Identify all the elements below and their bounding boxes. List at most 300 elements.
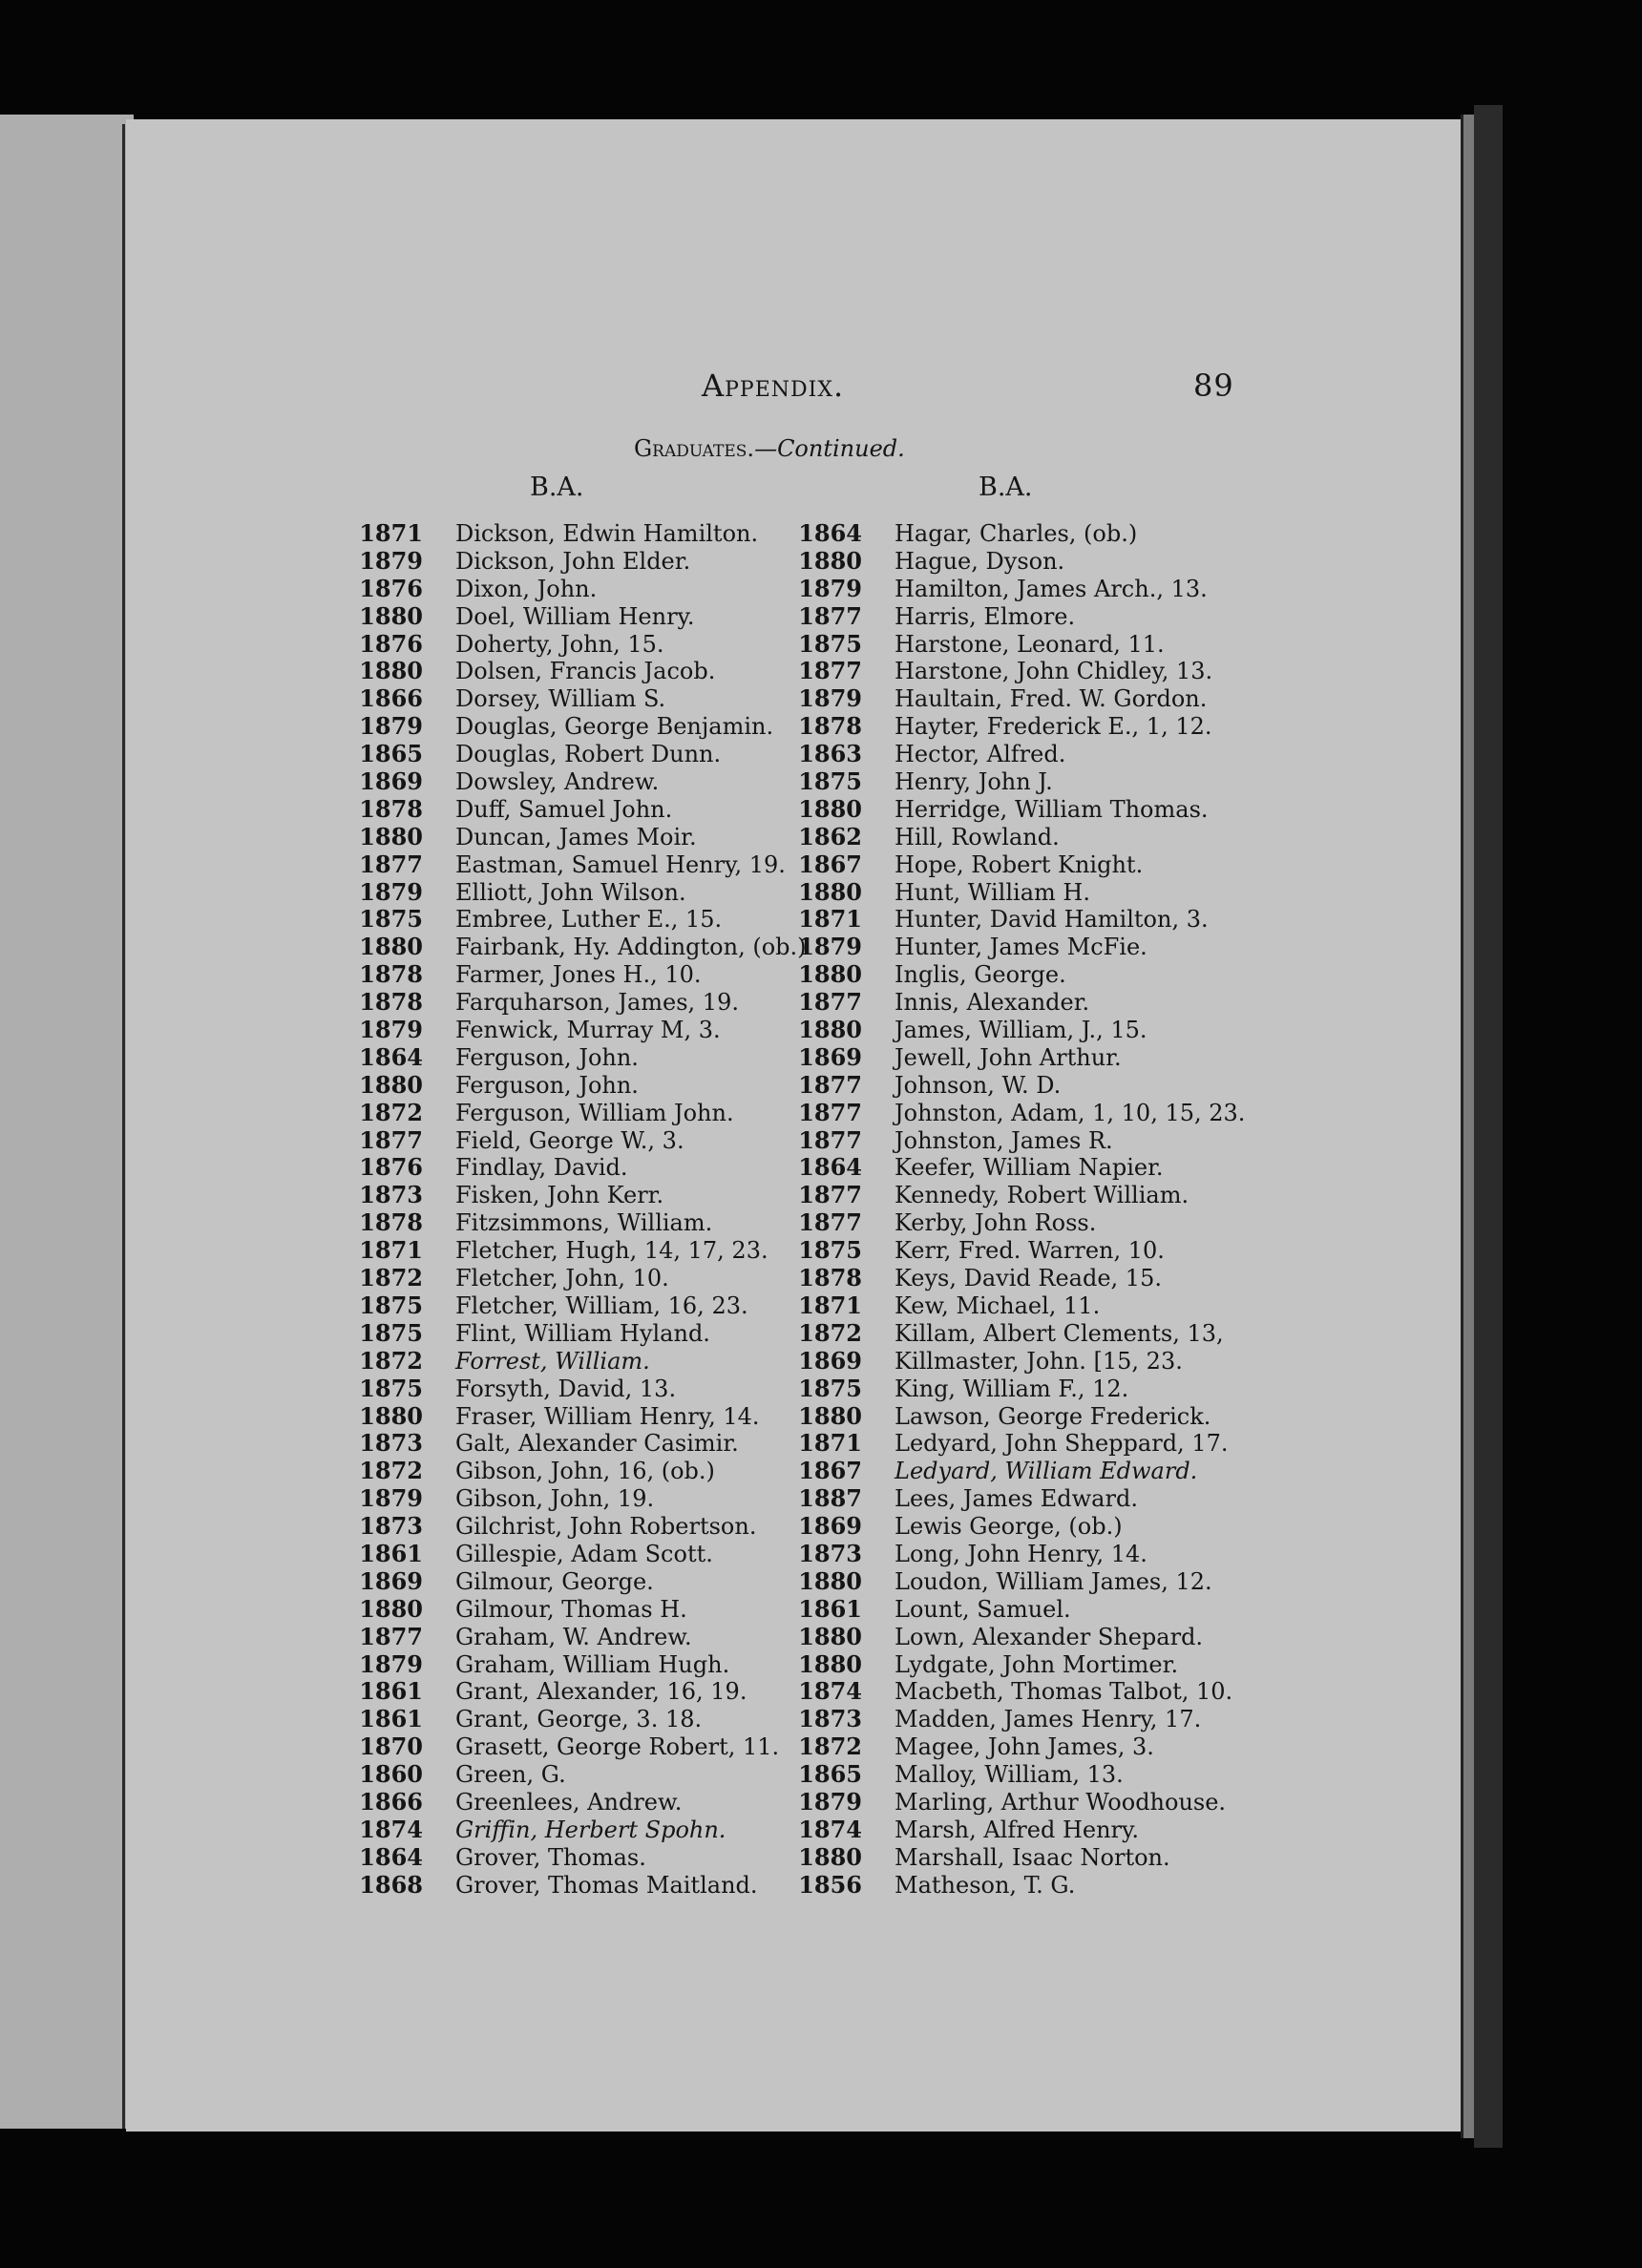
graduate-entry [332,631,807,659]
graduate-name: Fletcher, John, 10. [455,1265,669,1292]
graduation-year: 1875 [359,1318,423,1347]
graduate-entry [771,1513,1245,1541]
graduate-entry [332,658,807,685]
graduate-entry [771,1458,1245,1485]
graduation-year: 1869 [359,767,423,796]
graduation-year: 1872 [359,1264,423,1292]
graduation-year: 1879 [798,933,862,961]
graduate-entry [332,741,807,768]
graduate-entry [771,631,1245,659]
graduation-year: 1876 [359,1153,423,1182]
graduation-year: 1879 [798,1787,862,1816]
right-graduate-list [771,520,1245,1900]
left-column-heading: B.A. [530,472,584,502]
graduate-name: Macbeth, Thomas Talbot, 10. [895,1678,1233,1706]
graduation-year: 1871 [798,905,862,934]
graduate-entry [332,796,807,824]
graduation-year: 1880 [359,822,423,850]
graduate-name: Hagar, Charles, (ob.) [895,520,1138,547]
graduate-name: Loudon, William James, 12. [895,1567,1212,1595]
page-number: 89 [1193,368,1234,404]
graduation-year: 1872 [359,1457,423,1485]
graduate-name: Field, George W., 3. [455,1126,684,1154]
graduate-entry [332,1624,807,1651]
graduation-year: 1877 [798,657,862,685]
graduation-year: 1873 [798,1539,862,1567]
graduate-entry [332,906,807,934]
graduate-entry [771,824,1245,851]
graduate-entry [332,1844,807,1872]
graduate-name: Killam, Albert Clements, 13, [895,1319,1224,1347]
graduate-entry [332,1596,807,1624]
graduation-year: 1869 [798,1042,862,1071]
graduate-entry [771,1292,1245,1320]
graduate-name: Marling, Arthur Woodhouse. [895,1788,1227,1816]
graduate-entry [332,1403,807,1431]
graduation-year: 1869 [798,1512,862,1541]
graduate-entry [771,934,1245,961]
graduation-year: 1880 [359,1401,423,1430]
graduation-year: 1872 [359,1098,423,1126]
graduation-year: 1875 [798,1374,862,1402]
graduate-name: Dickson, Edwin Hamilton. [455,520,759,547]
graduate-name: Duff, Samuel John. [455,795,673,823]
graduation-year: 1879 [359,1484,423,1513]
graduate-entry [332,1761,807,1789]
running-title: Appendix. [702,368,845,404]
graduate-name: Haultain, Fred. W. Gordon. [895,685,1208,713]
graduate-name: Fairbank, Hy. Addington, (ob.) [455,934,807,961]
graduation-year: 1877 [798,1125,862,1154]
graduate-entry [771,1816,1245,1844]
graduate-entry [332,1706,807,1733]
graduation-year: 1875 [798,1236,862,1265]
graduate-entry [332,685,807,713]
graduate-name: Graham, W. Andrew. [455,1623,692,1650]
graduation-year: 1887 [798,1484,862,1513]
graduate-entry [332,1733,807,1761]
graduation-year: 1868 [359,1870,423,1899]
graduate-entry [771,1017,1245,1044]
graduation-year: 1880 [798,1401,862,1430]
graduate-name: Marsh, Alfred Henry. [895,1816,1140,1843]
graduate-name: Gibson, John, 16, (ob.) [455,1458,715,1485]
graduate-entry [332,1348,807,1376]
graduate-entry [332,1513,807,1541]
graduate-entry [771,1568,1245,1596]
graduation-year: 1880 [798,877,862,906]
graduate-entry [332,934,807,961]
graduation-year: 1867 [798,850,862,878]
graduate-entry [771,1624,1245,1651]
graduation-year: 1874 [359,1815,423,1843]
graduation-year: 1862 [798,822,862,850]
graduation-year: 1877 [798,1208,862,1237]
graduate-name: Johnston, James R. [895,1126,1113,1154]
graduate-entry [771,658,1245,685]
graduate-name: Dorsey, William S. [455,685,666,713]
graduate-name: Long, John Henry, 14. [895,1540,1147,1567]
graduate-name: Magee, John James, 3. [895,1733,1154,1761]
graduation-year: 1856 [798,1870,862,1899]
graduate-entry [771,1209,1245,1237]
graduate-name: King, William F., 12. [895,1375,1129,1402]
graduate-entry [771,796,1245,824]
graduate-entry [771,1844,1245,1872]
graduation-year: 1877 [359,850,423,878]
graduate-entry [771,851,1245,879]
graduate-entry [332,879,807,907]
graduation-year: 1878 [359,960,423,989]
graduate-name: Doherty, John, 15. [455,630,664,658]
graduate-name: Jewell, John Arthur. [895,1043,1122,1071]
graduate-name: Hope, Robert Knight. [895,850,1144,878]
graduation-year: 1871 [359,519,423,547]
graduation-year: 1874 [798,1815,862,1843]
graduate-name: Elliott, John Wilson. [455,878,686,906]
graduation-year: 1872 [359,1346,423,1375]
graduation-year: 1872 [798,1318,862,1347]
graduation-year: 1877 [798,1098,862,1126]
graduation-year: 1861 [359,1539,423,1567]
graduation-year: 1866 [359,1787,423,1816]
graduation-year: 1875 [359,1291,423,1319]
graduate-name: Greenlees, Andrew. [455,1788,683,1816]
graduate-name: Hector, Alfred. [895,741,1066,768]
graduate-name: Henry, John J. [895,768,1053,796]
graduation-year: 1878 [798,712,862,741]
graduate-name: Fenwick, Murray M, 3. [455,1017,721,1044]
graduate-entry [771,1265,1245,1292]
graduate-name: Grant, Alexander, 16, 19. [455,1678,747,1706]
graduate-name: Gillespie, Adam Scott. [455,1540,713,1567]
graduation-year: 1880 [359,933,423,961]
graduate-entry [332,1789,807,1816]
graduate-name: Grasett, George Robert, 11. [455,1733,780,1761]
graduate-entry [771,1651,1245,1679]
graduate-name: Hamilton, James Arch., 13. [895,575,1208,602]
graduation-year: 1878 [359,794,423,823]
graduate-entry [332,1017,807,1044]
graduation-year: 1864 [798,519,862,547]
graduate-name: Lount, Samuel. [895,1595,1071,1623]
graduation-year: 1880 [798,546,862,575]
graduation-year: 1879 [359,1649,423,1678]
graduate-name: Malloy, William, 13. [895,1761,1124,1789]
graduate-name: Kew, Michael, 11. [895,1292,1101,1319]
graduation-year: 1878 [359,988,423,1017]
graduate-name: Eastman, Samuel Henry, 19. [455,850,786,878]
page-shadow [1474,105,1503,2148]
graduation-year: 1873 [359,1181,423,1209]
section-subtitle [634,435,905,462]
graduate-name: Grant, George, 3. 18. [455,1706,703,1733]
graduate-name: Fraser, William Henry, 14. [455,1402,760,1430]
graduate-name: Douglas, George Benjamin. [455,713,774,741]
graduation-year: 1876 [359,629,423,658]
graduation-year: 1879 [798,684,862,713]
graduate-name: Johnson, W. D. [895,1071,1062,1099]
graduate-entry [332,1541,807,1568]
graduation-year: 1867 [798,1457,862,1485]
graduation-year: 1861 [798,1594,862,1623]
graduation-year: 1871 [359,1236,423,1265]
graduate-name: Douglas, Robert Dunn. [455,741,722,768]
graduate-name: Embree, Luther E., 15. [455,906,723,934]
graduate-name: Johnston, Adam, 1, 10, 15, 23. [895,1099,1246,1126]
graduate-entry [332,1651,807,1679]
graduation-year: 1875 [359,905,423,934]
graduate-name: Farmer, Jones H., 10. [455,961,702,989]
graduation-year: 1871 [798,1291,862,1319]
graduation-year: 1873 [359,1429,423,1458]
graduate-entry [332,576,807,603]
graduate-entry [332,768,807,796]
graduate-entry [771,1761,1245,1789]
graduation-year: 1879 [359,712,423,741]
graduation-year: 1877 [359,1622,423,1650]
graduate-entry [332,1209,807,1237]
graduate-name: Dowsley, Andrew. [455,768,660,796]
graduate-entry [332,1044,807,1072]
graduate-entry [332,713,807,741]
book-spine [122,124,134,2129]
graduation-year: 1880 [798,960,862,989]
graduation-year: 1880 [359,1594,423,1623]
graduate-name: Harstone, John Chidley, 13. [895,658,1213,685]
graduate-name: Galt, Alexander Casimir. [455,1430,739,1458]
graduate-name: Ferguson, John. [455,1043,639,1071]
graduate-entry [771,685,1245,713]
graduation-year: 1874 [798,1677,862,1706]
graduate-name: Farquharson, James, 19. [455,989,739,1017]
graduate-name: Gilchrist, John Robertson. [455,1513,757,1541]
graduate-entry [332,1458,807,1485]
graduate-name: Grover, Thomas Maitland. [455,1871,758,1899]
right-column-heading: B.A. [979,472,1033,502]
graduate-entry [771,741,1245,768]
graduation-year: 1875 [798,629,862,658]
graduate-entry [771,1127,1245,1155]
graduate-entry [771,548,1245,576]
graduate-entry [332,1072,807,1100]
graduate-name: Hill, Rowland. [895,823,1060,850]
subtitle-caps: Graduates. [634,435,755,462]
graduate-entry [771,1872,1245,1900]
graduate-name: Marshall, Isaac Norton. [895,1843,1170,1871]
graduate-entry [771,1182,1245,1209]
graduation-year: 1861 [359,1705,423,1733]
graduation-year: 1864 [359,1842,423,1871]
graduate-name: Lewis George, (ob.) [895,1513,1123,1541]
graduate-name: Flint, William Hyland. [455,1319,710,1347]
graduation-year: 1875 [798,767,862,796]
graduate-name: Findlay, David. [455,1154,628,1182]
graduate-name: Harstone, Leonard, 11. [895,630,1165,658]
graduate-name: Duncan, James Moir. [455,823,697,850]
graduate-name: Fletcher, William, 16, 23. [455,1292,748,1319]
graduate-name: Lown, Alexander Shepard. [895,1623,1204,1650]
graduate-name: Doel, William Henry. [455,602,695,630]
graduate-name: Fisken, John Kerr. [455,1182,664,1209]
graduation-year: 1869 [798,1346,862,1375]
graduate-entry [332,1872,807,1900]
graduate-entry [771,1678,1245,1706]
graduate-entry [771,961,1245,989]
graduate-entry [332,1100,807,1127]
graduate-entry [332,1127,807,1155]
graduate-entry [771,1789,1245,1816]
graduate-entry [771,520,1245,548]
graduation-year: 1870 [359,1732,423,1761]
graduate-name: Lawson, George Frederick. [895,1402,1211,1430]
graduate-entry [332,1320,807,1348]
graduate-entry [771,1237,1245,1265]
graduate-name: Green, G. [455,1761,566,1789]
graduate-entry [332,548,807,576]
graduate-entry [332,961,807,989]
graduate-name: Lees, James Edward. [895,1485,1138,1513]
graduation-year: 1875 [359,1374,423,1402]
graduation-year: 1880 [359,1070,423,1099]
graduate-entry [771,989,1245,1017]
graduate-entry [771,1100,1245,1127]
graduate-entry [771,1485,1245,1513]
graduation-year: 1873 [359,1512,423,1541]
graduation-year: 1877 [359,1125,423,1154]
graduate-entry [771,768,1245,796]
graduate-name: Ferguson, William John. [455,1099,734,1126]
graduation-year: 1860 [359,1760,423,1789]
graduate-entry [771,879,1245,907]
graduate-name: Kerby, John Ross. [895,1209,1097,1237]
graduation-year: 1880 [798,1566,862,1595]
graduation-year: 1863 [798,740,862,768]
graduation-year: 1877 [798,1181,862,1209]
graduate-entry [771,1430,1245,1458]
graduate-entry [332,989,807,1017]
graduation-year: 1879 [359,1016,423,1044]
graduation-year: 1876 [359,574,423,602]
graduate-entry [771,1348,1245,1376]
graduate-name: Dickson, John Elder. [455,547,691,575]
graduate-entry [332,603,807,631]
graduate-name: Forsyth, David, 13. [455,1375,677,1402]
graduate-entry [771,1733,1245,1761]
graduate-name: Hayter, Frederick E., 1, 12. [895,713,1212,741]
graduation-year: 1877 [798,988,862,1017]
graduate-entry [332,851,807,879]
graduate-entry [771,576,1245,603]
graduate-name: Killmaster, John. [15, 23. [895,1347,1183,1375]
graduate-entry [332,1816,807,1844]
graduate-entry [771,603,1245,631]
graduation-year: 1861 [359,1677,423,1706]
graduation-year: 1879 [359,546,423,575]
graduate-name: Hunter, James McFie. [895,934,1147,961]
graduate-name: Kennedy, Robert William. [895,1182,1189,1209]
graduate-name: Kerr, Fred. Warren, 10. [895,1237,1165,1265]
graduate-entry [771,1706,1245,1733]
graduate-name: Gilmour, Thomas H. [455,1595,687,1623]
graduate-name: Fletcher, Hugh, 14, 17, 23. [455,1237,768,1265]
graduation-year: 1880 [798,1649,862,1678]
graduate-name: Fitzsimmons, William. [455,1209,713,1237]
graduation-year: 1864 [359,1042,423,1071]
graduation-year: 1866 [359,684,423,713]
graduate-name: Keefer, William Napier. [895,1154,1164,1182]
graduate-name: Matheson, T. G. [895,1871,1076,1899]
graduation-year: 1879 [798,574,862,602]
graduation-year: 1865 [359,740,423,768]
graduate-entry [332,1292,807,1320]
graduation-year: 1880 [798,1016,862,1044]
graduation-year: 1878 [359,1208,423,1237]
graduation-year: 1880 [798,1842,862,1871]
graduate-name: Keys, David Reade, 15. [895,1265,1162,1292]
graduation-year: 1880 [798,1622,862,1650]
graduation-year: 1878 [798,1264,862,1292]
graduate-entry [771,1541,1245,1568]
graduate-name: Gibson, John, 19. [455,1485,655,1513]
graduate-entry [332,1154,807,1182]
graduate-entry [332,1430,807,1458]
graduate-name: Ferguson, John. [455,1071,639,1099]
graduate-name: Lydgate, John Mortimer. [895,1650,1179,1678]
graduation-year: 1864 [798,1153,862,1182]
graduate-name: Griffin, Herbert Spohn. [455,1816,726,1843]
graduate-name: Graham, William Hugh. [455,1650,730,1678]
graduate-entry [771,1044,1245,1072]
graduate-entry [771,1403,1245,1431]
graduate-name: Grover, Thomas. [455,1843,646,1871]
graduate-name: Inglis, George. [895,961,1066,989]
graduate-name: Gilmour, George. [455,1567,654,1595]
graduate-entry [771,1376,1245,1403]
graduation-year: 1877 [798,1070,862,1099]
graduate-name: Herridge, William Thomas. [895,795,1209,823]
graduation-year: 1872 [798,1732,862,1761]
graduate-entry [332,1265,807,1292]
left-graduate-list [332,520,807,1900]
graduation-year: 1869 [359,1566,423,1595]
graduate-entry [332,1678,807,1706]
graduation-year: 1880 [359,657,423,685]
graduation-year: 1873 [798,1705,862,1733]
graduate-entry [771,906,1245,934]
facing-page-edge [0,115,134,2129]
graduation-year: 1880 [798,794,862,823]
graduate-entry [332,520,807,548]
graduate-name: Harris, Elmore. [895,602,1076,630]
graduate-entry [332,1485,807,1513]
graduate-entry [332,1376,807,1403]
graduation-year: 1880 [359,601,423,630]
graduate-entry [771,1154,1245,1182]
graduate-entry [332,1568,807,1596]
graduate-name: Hunter, David Hamilton, 3. [895,906,1209,934]
graduation-year: 1865 [798,1760,862,1789]
graduation-year: 1879 [359,877,423,906]
graduate-name: Dolsen, Francis Jacob. [455,658,716,685]
graduation-year: 1871 [798,1429,862,1458]
graduate-entry [332,1237,807,1265]
graduate-name: James, William, J., 15. [895,1017,1147,1044]
graduate-entry [332,1182,807,1209]
graduate-name: Madden, James Henry, 17. [895,1706,1202,1733]
graduate-name: Hunt, William H. [895,878,1090,906]
subtitle-italic: —Continued. [754,435,905,462]
